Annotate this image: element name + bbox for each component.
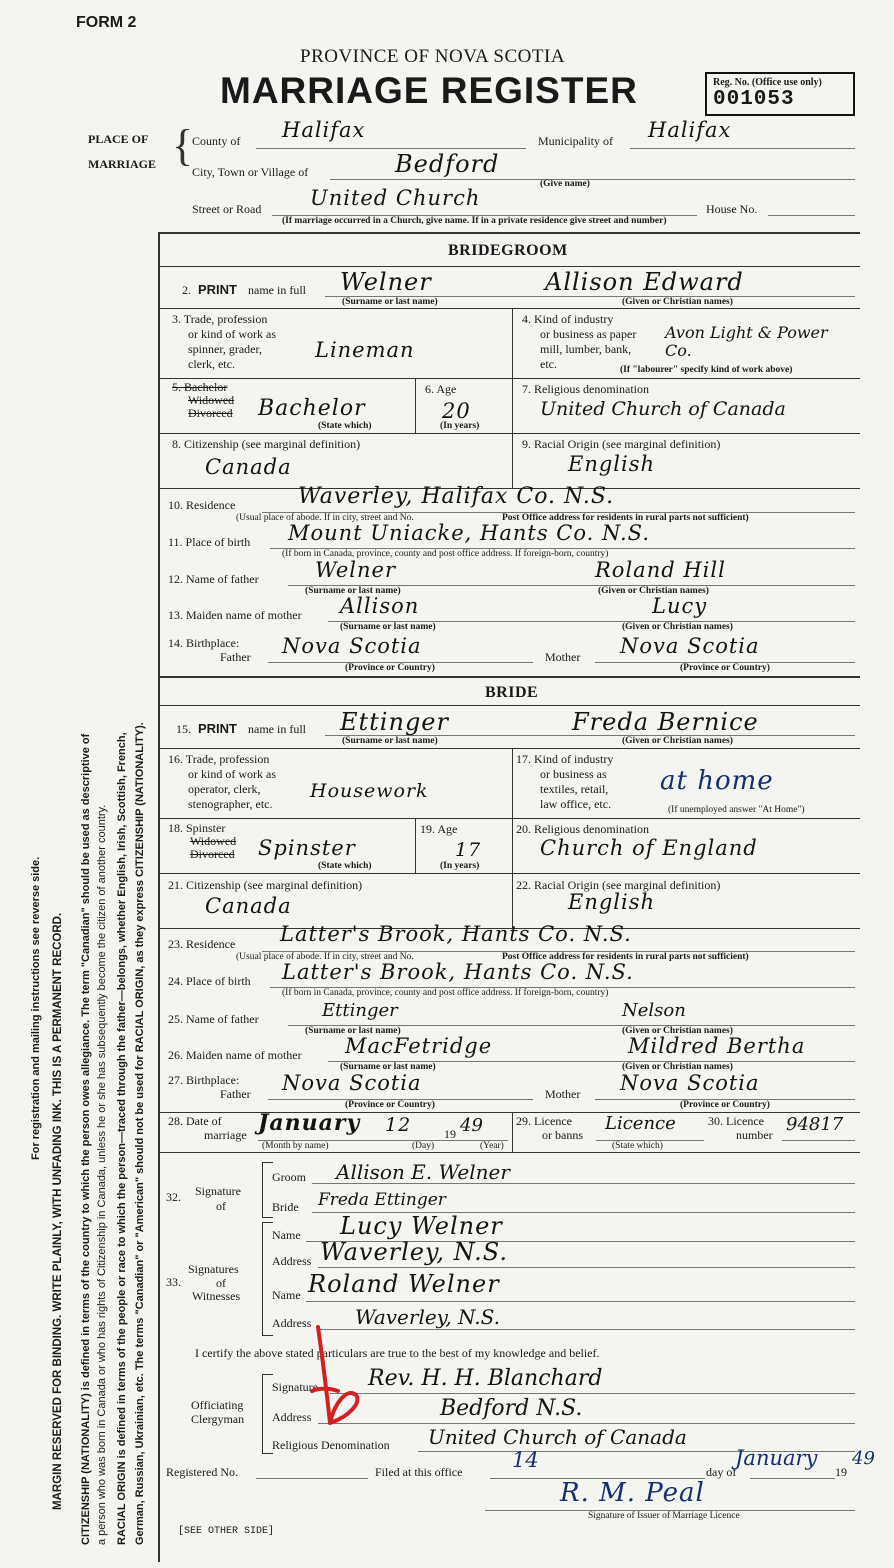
licence-or-banns: Licence <box>605 1113 676 1134</box>
marriage-year-prefix: 19 <box>444 1127 456 1141</box>
bride-surname: Ettinger <box>340 708 449 736</box>
red-ink-mark <box>308 1325 368 1445</box>
status-note: (State which) <box>318 861 372 871</box>
sig-label-b: of <box>216 1199 226 1213</box>
bride-industry-label: 17. Kind of industry or business as textiles, retail, law office, etc. <box>516 752 614 811</box>
date-label-a: 28. Date of <box>168 1114 222 1128</box>
groom-given: Allison Edward <box>545 268 744 296</box>
licnum-label-b: number <box>736 1128 773 1142</box>
w2-address-label: Address <box>272 1316 312 1330</box>
divider <box>160 748 860 749</box>
groom-father-surname: Welner <box>315 558 397 582</box>
given-note: (Given or Christian names) <box>622 1062 733 1072</box>
groom-citizenship: Canada <box>205 455 292 479</box>
groom-status-note: (State which) <box>318 421 372 431</box>
groom-mother-given: Lucy <box>652 594 708 618</box>
city-label: City, Town or Village of <box>192 165 309 179</box>
groom-signature: Allison E. Welner <box>336 1160 510 1184</box>
given-note: (Given or Christian names) <box>622 1026 733 1036</box>
city-note: (Give name) <box>540 179 590 189</box>
divider <box>415 378 416 433</box>
clergy-denomination: United Church of Canada <box>428 1425 687 1449</box>
groom-father-birthplace: Nova Scotia <box>282 634 422 658</box>
street-label: Street or Road <box>192 202 262 216</box>
prov-note: (Province or Country) <box>680 1100 770 1110</box>
groom-mother-surname: Allison <box>340 594 420 618</box>
form-left-border <box>158 232 160 1562</box>
divider <box>512 308 513 378</box>
bride-birth-label: 24. Place of birth <box>168 974 251 988</box>
surname-note: (Surname or last name) <box>305 1026 401 1036</box>
clergy-address-label: Address <box>272 1410 312 1424</box>
groom-age-note: (In years) <box>440 421 480 431</box>
licence-label-a: 29. Licence <box>516 1114 572 1128</box>
county-value: Halifax <box>282 118 366 142</box>
reg-number-label: Reg. No. (Office use only) <box>713 77 822 88</box>
bride-signature: Freda Ettinger <box>318 1190 446 1210</box>
registered-label: Registered No. <box>166 1465 238 1479</box>
groom-citizenship-label: 8. Citizenship (see marginal definition) <box>172 437 361 451</box>
groom-residence-note-a: (Usual place of abode. If in city, street and No. <box>236 513 414 523</box>
divider <box>160 378 860 379</box>
bride-name-label: name in full <box>248 722 306 736</box>
bride-father-given: Nelson <box>622 1000 686 1021</box>
house-label: House No. <box>706 202 758 216</box>
house-line <box>768 215 855 216</box>
mother-word: Mother <box>545 1087 581 1101</box>
margin-citizenship-def-2: a person who was born in Canada or who has rights of Citizenship in Canada, unless he or she has subsequently become the citizen of another country. <box>96 804 108 1545</box>
residence-note-a: (Usual place of abode. If in city, street and No. <box>236 952 414 962</box>
bride-religion: Church of England <box>540 836 758 860</box>
groom-sig-label: Groom <box>272 1170 306 1184</box>
marriage-month: January <box>258 1110 361 1136</box>
surname-note: (Surname or last name) <box>340 1062 436 1072</box>
divider <box>160 308 860 309</box>
age-note: (In years) <box>440 861 480 871</box>
groom-religion: United Church of Canada <box>540 398 786 420</box>
street-value: United Church <box>310 186 481 210</box>
w1-address-line <box>318 1267 855 1268</box>
licence-number: 94817 <box>786 1114 844 1135</box>
clergy-label-b: Clergyman <box>191 1412 245 1426</box>
bride-mother-given: Mildred Bertha <box>628 1034 806 1058</box>
licnum-line <box>782 1140 855 1141</box>
margin-citizenship-def: CITIZENSHIP (NATIONALITY) is defined in terms of the country to which the person owes allegiance. The term "Canadian" should be used as descriptive of <box>80 733 92 1545</box>
bride-citizenship-label: 21. Citizenship (see marginal definition) <box>168 878 363 892</box>
groom-religion-label: 7. Religious denomination <box>522 382 649 396</box>
bride-mother-birthplace: Nova Scotia <box>620 1071 760 1095</box>
groom-mother-label: 13. Maiden name of mother <box>168 608 302 622</box>
divider <box>160 705 860 706</box>
witness2-name: Roland Welner <box>308 1270 500 1298</box>
bride-father-label: 25. Name of father <box>168 1012 259 1026</box>
given-note: (Given or Christian names) <box>598 586 709 596</box>
bridegroom-heading: BRIDEGROOM <box>448 242 568 259</box>
bride-print-label: PRINT <box>198 721 237 736</box>
see-other-side: [SEE OTHER SIDE] <box>178 1526 275 1537</box>
bride-age: 17 <box>455 839 482 861</box>
reg-number-box <box>705 72 855 116</box>
clergy-label-a: Officiating <box>191 1398 244 1412</box>
form-label: FORM 2 <box>76 14 137 31</box>
prov-note: (Province or Country) <box>345 663 435 673</box>
w2-name-line <box>306 1301 855 1302</box>
groom-father-label: 12. Name of father <box>168 572 259 586</box>
w2-address-line <box>318 1329 855 1330</box>
place-header-a: PLACE OF <box>88 132 149 146</box>
registered-line <box>256 1478 368 1479</box>
bride-racial-label: 22. Racial Origin (see marginal definition) <box>516 878 721 892</box>
sig-label-num: 32. <box>166 1190 181 1204</box>
marriage-year: 49 <box>460 1115 483 1136</box>
groom-surname: Welner <box>340 268 432 296</box>
municipality-label: Municipality of <box>538 134 613 148</box>
divider <box>160 433 860 434</box>
place-header-b: MARRIAGE <box>88 157 156 171</box>
groom-birth-note: (If born in Canada, province, county and post office address. If foreign-born, country) <box>282 549 609 559</box>
groom-trade-label: 3. Trade, profession or kind of work as spinner, grader, clerk, etc. <box>172 312 276 371</box>
marriage-day: 12 <box>385 1114 412 1136</box>
groom-industry-label: 4. Kind of industry or business as paper mill, lumber, bank, etc. <box>522 312 637 371</box>
groom-racial: English <box>568 452 656 476</box>
street-note: (If marriage occurred in a Church, give name. If in a private residence give street and number) <box>282 216 667 226</box>
issuer-label: Signature of Issuer of Marriage Licence <box>588 1511 740 1521</box>
filed-year: 49 <box>852 1448 875 1469</box>
bride-religion-label: 20. Religious denomination <box>516 822 649 836</box>
w2-name-label: Name <box>272 1288 301 1302</box>
bride-industry: at home <box>660 766 774 796</box>
groom-mother-birthplace: Nova Scotia <box>620 634 760 658</box>
clergy-signature: Rev. H. H. Blanchard <box>368 1366 603 1391</box>
bride-mother-surname: MacFetridge <box>345 1034 493 1058</box>
prov-note: (Province or Country) <box>680 663 770 673</box>
filed-year-prefix: 19 <box>835 1465 847 1479</box>
surname-note: (Surname or last name) <box>340 622 436 632</box>
residence-note-b: Post Office address for residents in rural parts not sufficient) <box>502 952 749 962</box>
month-line <box>750 1478 835 1479</box>
date-label-b: marriage <box>204 1128 247 1142</box>
groom-racial-label: 9. Racial Origin (see marginal definition) <box>522 437 721 451</box>
day-note: (Day) <box>412 1141 435 1151</box>
city-value: Bedford <box>395 150 500 178</box>
witness-num: 33. <box>166 1275 181 1289</box>
bride-residence: Latter's Brook, Hants Co. N.S. <box>280 922 632 946</box>
groom-given-note: (Given or Christian names) <box>622 297 733 307</box>
witness-label-c: Witnesses <box>192 1289 241 1303</box>
divider <box>160 818 860 819</box>
groom-birth: Mount Uniacke, Hants Co. N.S. <box>288 521 650 545</box>
w1-name-label: Name <box>272 1228 301 1242</box>
bride-father-birthplace: Nova Scotia <box>282 1071 422 1095</box>
year-note: (Year) <box>480 1141 504 1151</box>
licence-note: (State which) <box>612 1141 663 1151</box>
margin-instructions: For registration and mailing instructions see reverse side. <box>30 856 42 1160</box>
divider <box>415 818 416 873</box>
margin-racial-def: RACIAL ORIGIN is defined in terms of the people or race to which the person—traced through the father—belongs, whether English, Irish, Scottish, French, <box>116 732 128 1545</box>
witness1-name: Lucy Welner <box>340 1212 503 1240</box>
clergy-address: Bedford N.S. <box>440 1396 583 1421</box>
witness1-address: Waverley, N.S. <box>320 1238 508 1266</box>
groom-status: Bachelor <box>258 396 366 421</box>
witness2-address: Waverley, N.S. <box>355 1305 500 1329</box>
bride-trade-label: 16. Trade, profession or kind of work as operator, clerk, stenographer, etc. <box>168 752 276 811</box>
groom-birth-label: 11. Place of birth <box>168 535 251 549</box>
groom-residence-label: 10. Residence <box>168 498 236 512</box>
municipality-value: Halifax <box>648 118 732 142</box>
groom-print-label: PRINT <box>198 282 237 297</box>
bride-father-surname: Ettinger <box>322 1000 398 1021</box>
bride-mother-label: 26. Maiden name of mother <box>168 1048 302 1062</box>
divider <box>512 748 513 818</box>
licnum-label-a: 30. Licence <box>708 1114 764 1128</box>
groom-industry: Avon Light & Power Co. <box>665 323 828 360</box>
clergy-sig-line <box>330 1393 855 1394</box>
issuer-signature: R. M. Peal <box>560 1478 705 1508</box>
month-note: (Month by name) <box>262 1141 329 1151</box>
groom-name-num: 2. <box>182 283 191 297</box>
municipality-line <box>630 148 855 149</box>
divider <box>160 873 860 874</box>
groom-trade: Lineman <box>315 338 415 362</box>
prov-note: (Province or Country) <box>345 1100 435 1110</box>
filed-month: January <box>735 1446 818 1470</box>
bride-industry-note: (If unemployed answer "At Home") <box>668 805 805 815</box>
mother-word: Mother <box>545 650 581 664</box>
bride-residence-label: 23. Residence <box>168 937 236 951</box>
clergy-sig-label: Signature <box>272 1380 318 1394</box>
divider <box>160 266 860 267</box>
bride-age-label: 19. Age <box>420 822 458 836</box>
given-note: (Given or Christian names) <box>622 736 733 746</box>
groom-status-label: 5. Bachelor Widowed Divorced <box>172 380 235 420</box>
groom-age: 20 <box>442 399 471 423</box>
groom-age-label: 6. Age <box>425 382 457 396</box>
day-of-label: day of <box>706 1465 737 1479</box>
county-line <box>256 148 526 149</box>
father-word: Father <box>220 1087 251 1101</box>
province-heading: PROVINCE OF NOVA SCOTIA <box>300 46 566 67</box>
father-word: Father <box>220 650 251 664</box>
reg-number: 001053 <box>713 88 795 111</box>
w1-address-label: Address <box>272 1254 312 1268</box>
bride-trade: Housework <box>310 780 429 802</box>
groom-residence: Waverley, Halifax Co. N.S. <box>298 484 615 509</box>
bride-birthplace-label: 27. Birthplace: <box>168 1073 240 1087</box>
clergy-address-line <box>318 1423 855 1424</box>
licence-label-b: or banns <box>542 1128 583 1142</box>
bride-name-num: 15. <box>176 722 191 736</box>
bride-sig-label: Bride <box>272 1200 299 1214</box>
birth-note: (If born in Canada, province, county and post office address. If foreign-born, country) <box>282 988 609 998</box>
divider <box>160 1152 860 1153</box>
bride-heading: BRIDE <box>485 684 539 701</box>
margin-racial-def-2: German, Russian, Ukrainian, etc. The terms "Canadian" or "American" should not be used for RACIAL ORIGIN, as they express CITIZENSHIP (NATIONALITY). <box>134 722 146 1545</box>
filed-label: Filed at this office <box>375 1465 463 1479</box>
witness-label-a: Signatures <box>188 1262 239 1276</box>
bride-citizenship: Canada <box>205 894 292 918</box>
place-bracket: { <box>172 121 194 170</box>
county-label: County of <box>192 134 241 148</box>
divider <box>512 1112 513 1152</box>
given-note: (Given or Christian names) <box>622 622 733 632</box>
certification-text: I certify the above stated particulars are true to the best of my knowledge and belief. <box>195 1346 600 1360</box>
city-line <box>330 179 855 180</box>
groom-industry-note: (If "labourer" specify kind of work above) <box>620 365 793 375</box>
surname-note: (Surname or last name) <box>342 736 438 746</box>
surname-note: (Surname or last name) <box>305 586 401 596</box>
bride-status: Spinster <box>258 836 356 860</box>
divider <box>160 232 860 234</box>
document-title: MARRIAGE REGISTER <box>220 70 638 111</box>
filed-day: 14 <box>512 1448 539 1472</box>
groom-surname-note: (Surname or last name) <box>342 297 438 307</box>
groom-name-label: name in full <box>248 283 306 297</box>
groom-father-given: Roland Hill <box>595 558 726 582</box>
bride-status-label: 18. Spinster Widowed Divorced <box>168 821 237 861</box>
margin-binding-note: MARGIN RESERVED FOR BINDING. WRITE PLAINLY, WITH UNFADING INK. THIS IS A PERMANENT RECORD. <box>52 912 64 1510</box>
witness-label-b: of <box>216 1276 226 1290</box>
groom-residence-note-b: Post Office address for residents in rural parts not sufficient) <box>502 513 749 523</box>
sig-label-a: Signature <box>195 1184 241 1198</box>
groom-birthplace-label: 14. Birthplace: <box>168 636 240 650</box>
bride-given: Freda Bernice <box>572 708 759 736</box>
clergy-denomination-label: Religious Denomination <box>272 1438 390 1452</box>
bride-birth: Latter's Brook, Hants Co. N.S. <box>282 960 634 984</box>
divider <box>160 676 860 678</box>
bride-racial: English <box>568 890 656 914</box>
